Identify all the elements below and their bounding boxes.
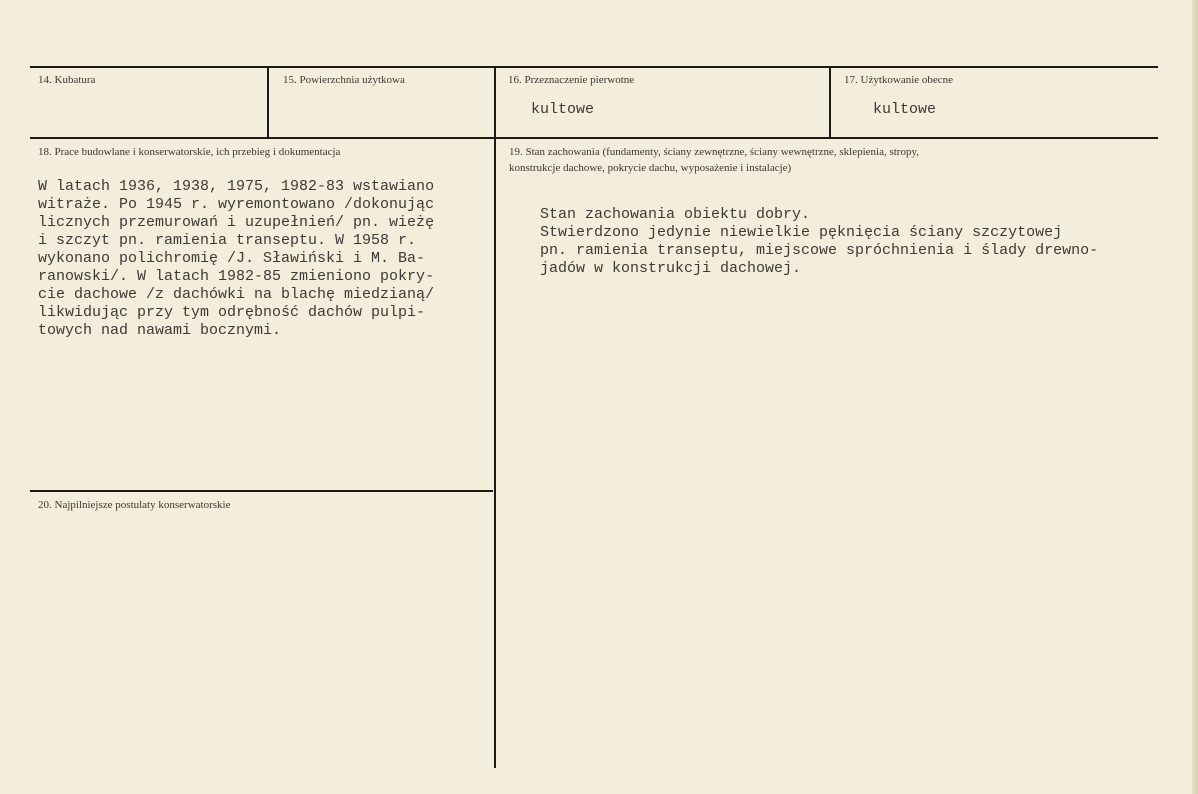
field-19-label: 19. Stan zachowania (fundamenty, ściany zewnętrzne, ściany wewnętrzne, sklepienia, stropy, <box>509 146 920 158</box>
field-19-label-continued: konstrukcje dachowe, pokrycie dachu, wyposażenie i instalacje) <box>509 162 792 174</box>
field-20-label: 20. Najpilniejsze postulaty konserwatorskie <box>38 499 231 511</box>
field-14-label: 14. Kubatura <box>38 74 96 86</box>
field-18-line: cie dachowe /z dachówki na blachę miedzianą/ <box>38 286 435 303</box>
field-18-line: W latach 1936, 1938, 1975, 1982-83 wstawiano <box>38 178 435 195</box>
middle-rule <box>30 137 1158 139</box>
field-16-label: 16. Przeznaczenie pierwotne <box>508 74 635 86</box>
section-20-rule <box>30 490 493 492</box>
field-18-line: ranowski/. W latach 1982-85 zmieniono pokry- <box>38 268 435 285</box>
field-16-value: kultowe <box>531 101 595 118</box>
field-19-line: jadów w konstrukcji dachowej. <box>540 260 802 277</box>
field-18-line: wykonano polichromię /J. Sławiński i M. Ba- <box>38 250 426 267</box>
page-edge <box>1192 0 1198 794</box>
field-18-line: licznych przemurowań i uzupełnień/ pn. wieżę <box>38 214 435 231</box>
divider-15-16 <box>494 66 496 768</box>
field-19-line: pn. ramienia transeptu, miejscowe spróchnienia i ślady drewno- <box>540 242 1099 259</box>
field-17-label: 17. Użytkowanie obecne <box>844 74 954 86</box>
field-18-label: 18. Prace budowlane i konserwatorskie, ich przebieg i dokumentacja <box>38 146 341 158</box>
divider-14-15 <box>267 66 269 138</box>
field-18-line: likwidując przy tym odrębność dachów pulpi- <box>38 304 426 321</box>
field-19-line: Stan zachowania obiektu dobry. <box>540 206 811 223</box>
top-rule <box>30 66 1158 68</box>
field-18-line: witraże. Po 1945 r. wyremontowano /dokonując <box>38 196 435 213</box>
divider-16-17 <box>829 66 831 138</box>
field-18-line: towych nad nawami bocznymi. <box>38 322 282 339</box>
field-17-value: kultowe <box>873 101 937 118</box>
field-18-line: i szczyt pn. ramienia transeptu. W 1958 r. <box>38 232 417 249</box>
field-15-label: 15. Powierzchnia użytkowa <box>283 74 405 86</box>
field-19-line: Stwierdzono jedynie niewielkie pęknięcia ściany szczytowej <box>540 224 1063 241</box>
